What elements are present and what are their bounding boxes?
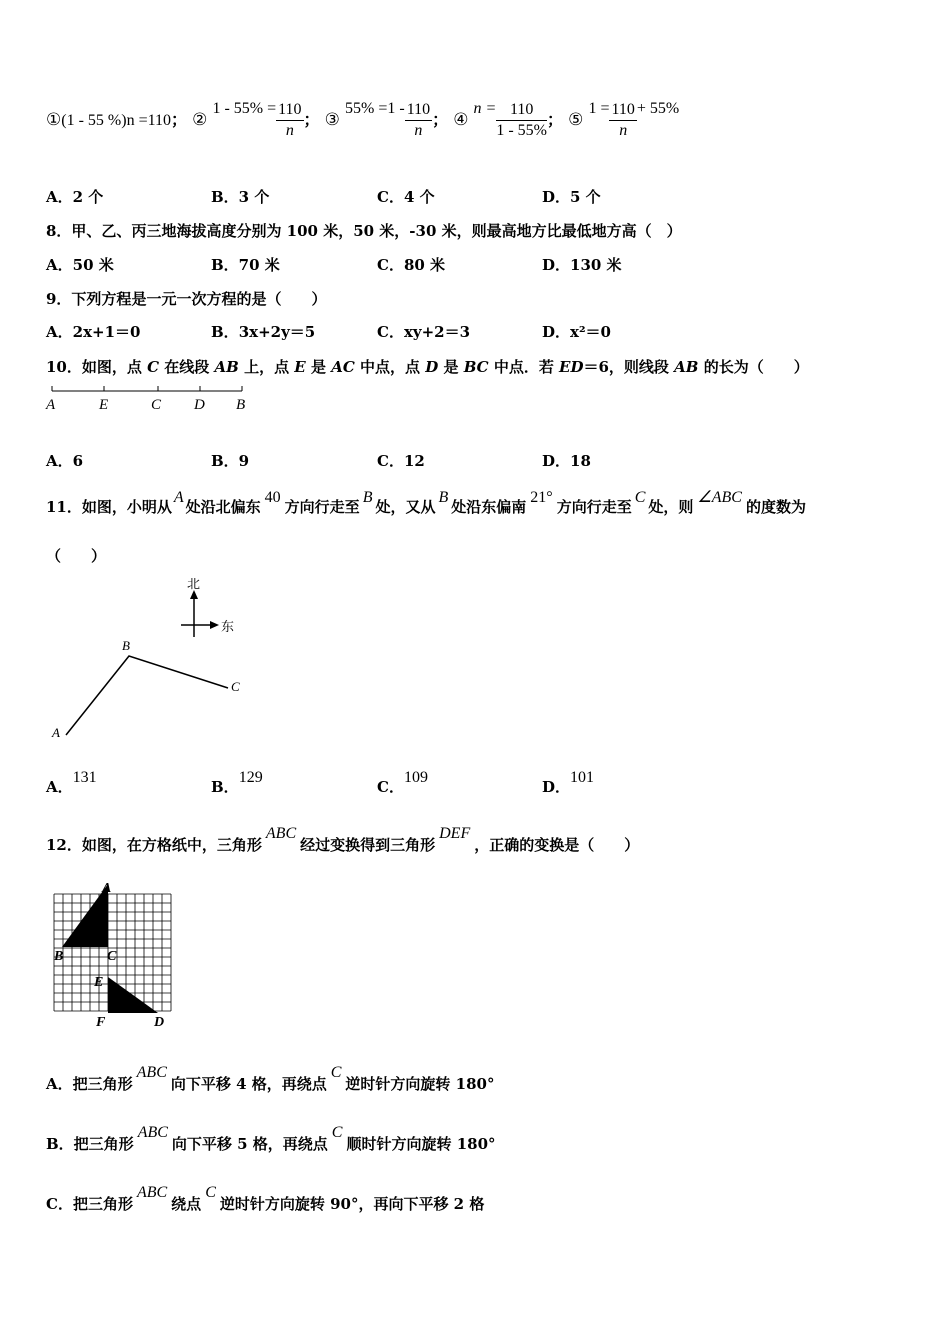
q12-option-c-text-2: 绕点 <box>171 1195 202 1213</box>
q11-var-a: A <box>173 489 184 506</box>
q12-option-a-var-c: C <box>330 1064 342 1081</box>
q11-text-4: 处，又从 <box>375 498 436 516</box>
q7-f3-frac <box>405 100 432 141</box>
q7-f2-num: 110 <box>276 100 303 121</box>
q12-label-c: C <box>107 949 117 964</box>
q10-var-ab: AB <box>214 358 239 376</box>
q7-f5-num: 110 <box>609 100 636 121</box>
q11-option-d-value: 101 <box>570 769 595 786</box>
q10-text-9: 的长为（ ） <box>698 358 809 376</box>
compass-east-head <box>210 621 219 629</box>
q11-option-c[interactable] <box>377 768 428 796</box>
q10-option-a[interactable]: A．6 <box>46 452 84 470</box>
q12-label-b: B <box>54 949 64 964</box>
q11-option-b[interactable] <box>211 768 263 796</box>
q10-label-d: D <box>194 397 205 413</box>
q7-sep4: ； <box>547 110 564 129</box>
q12-option-a-var-abc: ABC <box>136 1064 167 1081</box>
q9-option-b-expr: 3x+2y＝5 <box>238 323 316 341</box>
q10-label-b: B <box>236 397 246 413</box>
q9-stem: 9．下列方程是一元一次方程的是（ ） <box>46 290 327 308</box>
q11-var-b: B <box>362 489 373 506</box>
q11-text-3: 方向行走至 <box>284 498 360 516</box>
q12-option-c-text-3: 逆时针方向旋转 90°，再向下平移 2 格 <box>219 1195 485 1213</box>
q7-f2-label: ② <box>192 110 208 130</box>
q7-f5-den: n <box>619 122 628 139</box>
q10-var-e: E <box>294 358 306 376</box>
q7-sep2: ； <box>303 110 320 129</box>
q7-f3-den: n <box>414 122 423 139</box>
q10-segment-figure <box>44 382 254 414</box>
q12-label-a: A <box>102 881 112 896</box>
q8-option-b[interactable]: B．70 米 <box>211 256 280 274</box>
q11-option-b-label: B． <box>211 778 239 796</box>
q7-f1: (1 - 55 %)n =110 <box>61 112 171 129</box>
q10-text-6: 是 <box>438 358 464 376</box>
q12-text-2: 经过变换得到三角形 <box>300 836 436 854</box>
q11-option-c-label: C． <box>377 778 404 796</box>
q12-option-b-var-abc: ABC <box>137 1124 168 1141</box>
q11-label-a: A <box>52 725 60 740</box>
q10-text-2: 在线段 <box>159 358 215 376</box>
q12-option-b-var-c: C <box>331 1124 343 1141</box>
q7-f4-frac <box>496 100 547 141</box>
q12-option-b-text-3: 顺时针方向旋转 180° <box>346 1135 496 1153</box>
q12-option-b-text-1: B．把三角形 <box>46 1135 134 1153</box>
q10-text-4: 是 <box>305 358 332 376</box>
q10-option-c[interactable]: C．12 <box>377 452 425 470</box>
q10-var-bc: BC <box>463 358 489 376</box>
q12-text-3: ，正确的变换是（ ） <box>474 836 640 854</box>
q10-text-8: ＝6，则线段 <box>583 358 675 376</box>
q10-var-c: C <box>147 358 160 376</box>
q11-option-b-value: 129 <box>238 769 263 786</box>
q10-text-3: 上，点 <box>238 358 295 376</box>
q12-stem <box>46 825 640 855</box>
q8-option-c[interactable]: C．80 米 <box>377 256 446 274</box>
q10-text-1: 10．如图，点 <box>46 358 148 376</box>
q12-option-a-text-1: A．把三角形 <box>46 1075 133 1093</box>
q9-option-a-expr: 2x+1＝0 <box>72 323 141 341</box>
q7-f5-lhs: 1 = <box>588 100 610 117</box>
q9-option-d-label: D． <box>542 323 571 341</box>
q11-text-1: 11．如图，小明从 <box>46 498 172 516</box>
q11-text-6: 方向行走至 <box>556 498 632 516</box>
q9-option-b-label: B． <box>211 323 239 341</box>
q9-option-d[interactable] <box>542 321 611 342</box>
q8-stem: 8．甲、乙、丙三地海拔高度分别为 100 米，50 米，-30 米，则最高地方比最低地方高（ ） <box>46 222 682 240</box>
q10-stem <box>46 356 809 377</box>
q11-paren: （ ） <box>46 547 107 565</box>
q8-option-d[interactable]: D．130 米 <box>542 256 622 274</box>
q11-var-c: C <box>634 489 646 506</box>
q7-f1-label: ① <box>46 110 62 130</box>
q7-sep3: ； <box>432 110 449 129</box>
q9-option-a[interactable] <box>46 321 140 342</box>
q12-var-def: DEF <box>439 825 471 842</box>
q11-text-8: 的度数为 <box>745 498 806 516</box>
q12-option-c-text-1: C．把三角形 <box>46 1195 133 1213</box>
q11-deg-40: 40 <box>264 489 281 506</box>
q11-var-b-2: B <box>438 489 449 506</box>
q12-grid-figure <box>44 876 184 1031</box>
compass-east-label: 东 <box>221 620 235 635</box>
q7-f3-lhs: 55% =1 - <box>345 100 405 117</box>
q12-label-f: F <box>96 1015 106 1030</box>
q7-f4-lhs: n = <box>473 100 497 117</box>
q11-stem <box>46 489 806 517</box>
q12-triangle-def <box>108 977 158 1013</box>
q11-option-c-value: 109 <box>403 769 428 786</box>
q11-text-5: 处沿东偏南 <box>451 498 527 516</box>
q12-option-a[interactable] <box>46 1064 495 1094</box>
compass-north-label: 北 <box>187 578 201 592</box>
q9-option-c-expr: xy+2＝3 <box>403 323 471 341</box>
q11-option-d-label: D． <box>542 778 571 796</box>
q11-deg-21: 21° <box>530 489 553 506</box>
q7-option-d[interactable]: D．5 个 <box>542 188 601 206</box>
q7-f4-den: 1 - 55% <box>496 122 547 139</box>
q7-option-a[interactable]: A．2 个 <box>46 188 104 206</box>
q12-option-c[interactable] <box>46 1184 485 1214</box>
q10-var-d: D <box>425 358 439 376</box>
q12-option-b[interactable] <box>46 1124 496 1154</box>
q9-option-a-label: A． <box>46 323 73 341</box>
q7-f5-label: ⑤ <box>568 110 584 130</box>
q10-var-ab-2: AB <box>674 358 699 376</box>
q10-var-ed: ED <box>559 358 584 376</box>
q7-f2-frac <box>276 100 303 141</box>
q7-f5-rhs: + 55% <box>636 100 680 117</box>
q11-path-abc <box>66 656 228 735</box>
q10-option-d[interactable]: D．18 <box>542 452 591 470</box>
q11-angle-abc: ∠ABC <box>697 489 742 506</box>
q7-option-b[interactable]: B．3 个 <box>211 188 270 206</box>
q12-text-1: 12．如图，在方格纸中，三角形 <box>46 836 262 854</box>
q11-option-a-value: 131 <box>72 769 97 786</box>
q12-label-e: E <box>94 975 104 990</box>
q11-figure <box>44 578 254 746</box>
q10-label-e: E <box>99 397 109 413</box>
q11-text-2: 处沿北偏东 <box>185 498 261 516</box>
q7-f4-num: 110 <box>496 100 547 121</box>
q8-option-a[interactable]: A．50 米 <box>46 256 114 274</box>
q9-option-c-label: C． <box>377 323 404 341</box>
q11-option-a-label: A． <box>46 778 73 796</box>
q7-f4-label: ④ <box>453 110 469 130</box>
q10-label-c: C <box>151 397 162 413</box>
q10-var-ac: AC <box>331 358 355 376</box>
q10-label-a: A <box>46 397 56 413</box>
q12-option-a-text-2: 向下平移 4 格，再绕点 <box>170 1075 327 1093</box>
q11-label-b: B <box>122 638 130 653</box>
q7-f3-label: ③ <box>324 110 340 130</box>
q11-text-7: 处，则 <box>648 498 694 516</box>
q7-f3-num: 110 <box>405 100 432 121</box>
q10-text-5: 中点，点 <box>354 358 426 376</box>
q12-option-c-var-c: C <box>205 1184 216 1201</box>
q7-f5-frac <box>609 100 636 141</box>
q12-var-abc: ABC <box>265 825 297 842</box>
q10-text-7: 中点．若 <box>488 358 560 376</box>
q10-option-b[interactable]: B．9 <box>211 452 250 470</box>
compass-icon <box>181 578 234 637</box>
q12-option-b-text-2: 向下平移 5 格，再绕点 <box>171 1135 328 1153</box>
q9-option-b[interactable] <box>211 321 315 342</box>
q7-f2-lhs: 1 - 55% = <box>212 100 277 117</box>
q11-option-d[interactable] <box>542 768 595 796</box>
q7-formula-line <box>46 100 679 150</box>
q7-sep1: ； <box>171 110 188 129</box>
q12-option-a-text-3: 逆时针方向旋转 180° <box>345 1075 495 1093</box>
q9-option-d-expr: x²＝0 <box>570 323 611 341</box>
q12-option-c-var-abc: ABC <box>136 1184 168 1201</box>
q11-option-a[interactable] <box>46 768 97 796</box>
q7-f2-den: n <box>285 122 294 139</box>
q9-option-c[interactable] <box>377 321 470 342</box>
q7-option-c[interactable]: C．4 个 <box>377 188 435 206</box>
q12-label-d: D <box>154 1015 165 1030</box>
q11-label-c: C <box>231 679 240 694</box>
